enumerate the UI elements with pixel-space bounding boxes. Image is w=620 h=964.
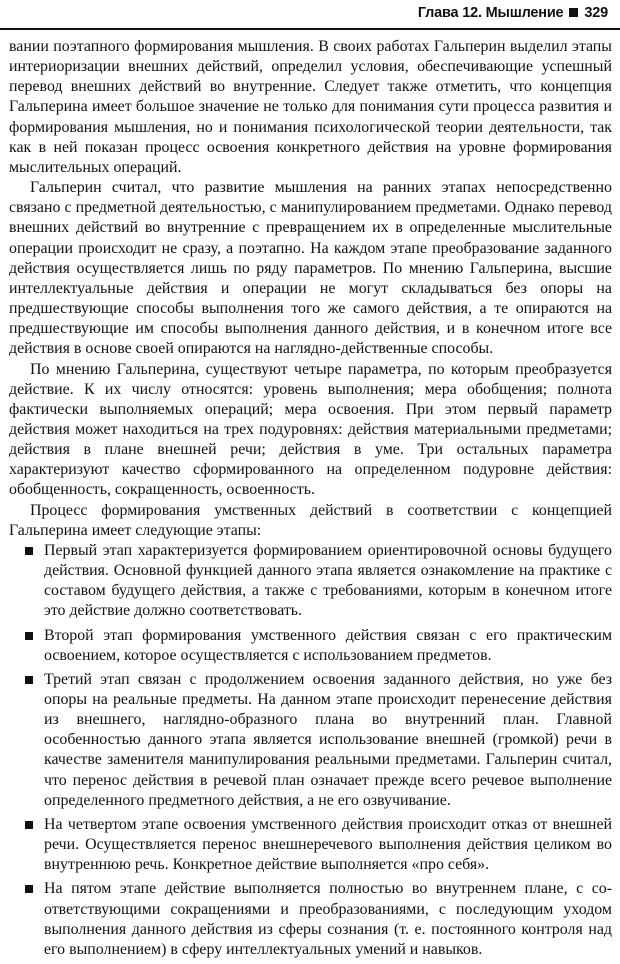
square-bullet-icon — [25, 821, 33, 829]
square-bullet-icon — [569, 8, 578, 17]
paragraph: вании поэтапного формирования мышления. В своих работах Гальперин выделил этапы интериоризации внешних действий, определил условия, обеспечивающие успешный перевод внешних действий во внутренние. Следует также отметить, что концепция Гальперина имеет большое значение не только для понимания сути процесса развития и формирования мышления, но и понимания психологической теории деятельности, так как в ней показан процесс освоения конкретного действия на уровне формирования мыслительных операций. — [9, 38, 612, 176]
square-bullet-icon — [25, 885, 33, 893]
list-item-text: Второй этап формирования умственного действия связан с его практическим освоением, которое осуществляется с использованием предметов. — [44, 626, 612, 664]
list-item — [9, 541, 612, 622]
body-text — [9, 37, 612, 964]
page-number: 329 — [584, 5, 608, 21]
header-rule — [0, 28, 620, 30]
list-item-text: Первый этап характеризуется формированием ориентировочной основы будущего действия. Основной функцией данного этапа является ознакомление на практике с составом будущего действия, а также с требованиями, которым в конечном итоге это действие должно соответствовать. — [44, 541, 612, 620]
running-head — [418, 5, 608, 21]
list-item-text: Третий этап связан с продолжением освоения заданного действия, но уже без опоры на реальные предметы. На данном этапе происходит перенесение действия из внешнего, наглядно-образного плана во внутренний план. Главной особенностью данного этапа является использование внешней (громкой) речи в качестве заменителя манипулирования реальными предметами. Гальперин считал, что перенос действия в речевой план означает прежде всего речевое выполнение определенного предметного действия, а не его озвучивание. — [44, 670, 612, 809]
chapter-title: Глава 12. Мышление — [417, 5, 564, 21]
paragraph: Гальперин считал, что развитие мышления на ранних этапах непосредственно связано с предметной деятельностью, с манипулированием предметами. Однако перевод внешних действий во внутренние с превращением их в определенные мыслительные операции происходит не сразу, а поэтапно. На каждом этапе преобразование заданного действия осуществляется лишь по ряду параметров. По мнению Гальперина, высшие интеллектуальные действия и операции не могут складываться без опоры на предшествующие способы выполнения того же самого действия, а те опираются на предшествующие им способы выполнения данного действия, и в конечном итоге все действия в основе своей опираются на наглядно-действенные способы. — [9, 179, 612, 358]
list-item-text: На пятом этапе действие выполняется полностью во внутреннем плане, с соответствующими сокращениями и преобразованиями, с последующим уходом выполнения данного действия из сферы сознания (т. е. постоянного контроля над его выполнением) в сферу интеллектуальных умений и навыков. — [44, 880, 612, 958]
square-bullet-icon — [25, 632, 33, 640]
stages-list — [9, 541, 612, 960]
paragraph: По мнению Гальперина, существуют четыре параметра, по которым преобразуется действие. К их числу относятся: уровень выполнения; мера обобщения; полнота фактически выполняемых операций; мера освоения. При этом первый параметр действия может находиться на трех подуровнях: действия материальными предметами; действия в плане внешней речи; действия в уме. Три остальных параметра характеризуют качество сформированного на определенном подуровне действия: обобщенность, сокращенность, освоенность. — [9, 360, 612, 499]
list-item-text: На четвертом этапе освоения умственного действия происходит отказ от внешней речи. Осуществляется перенос внешнеречевого выполнения действия целиком во внутреннюю речь. Конкретное действие выполняется «про себя». — [44, 815, 612, 874]
square-bullet-icon — [25, 676, 33, 684]
list-item — [9, 815, 612, 875]
page-header — [0, 0, 620, 36]
list-item — [9, 626, 612, 666]
paragraph: Процесс формирования умственных действий в соответствии с концепцией Гальперина имеет следующие этапы: — [9, 501, 612, 539]
square-bullet-icon — [25, 547, 33, 555]
list-item — [9, 670, 612, 811]
